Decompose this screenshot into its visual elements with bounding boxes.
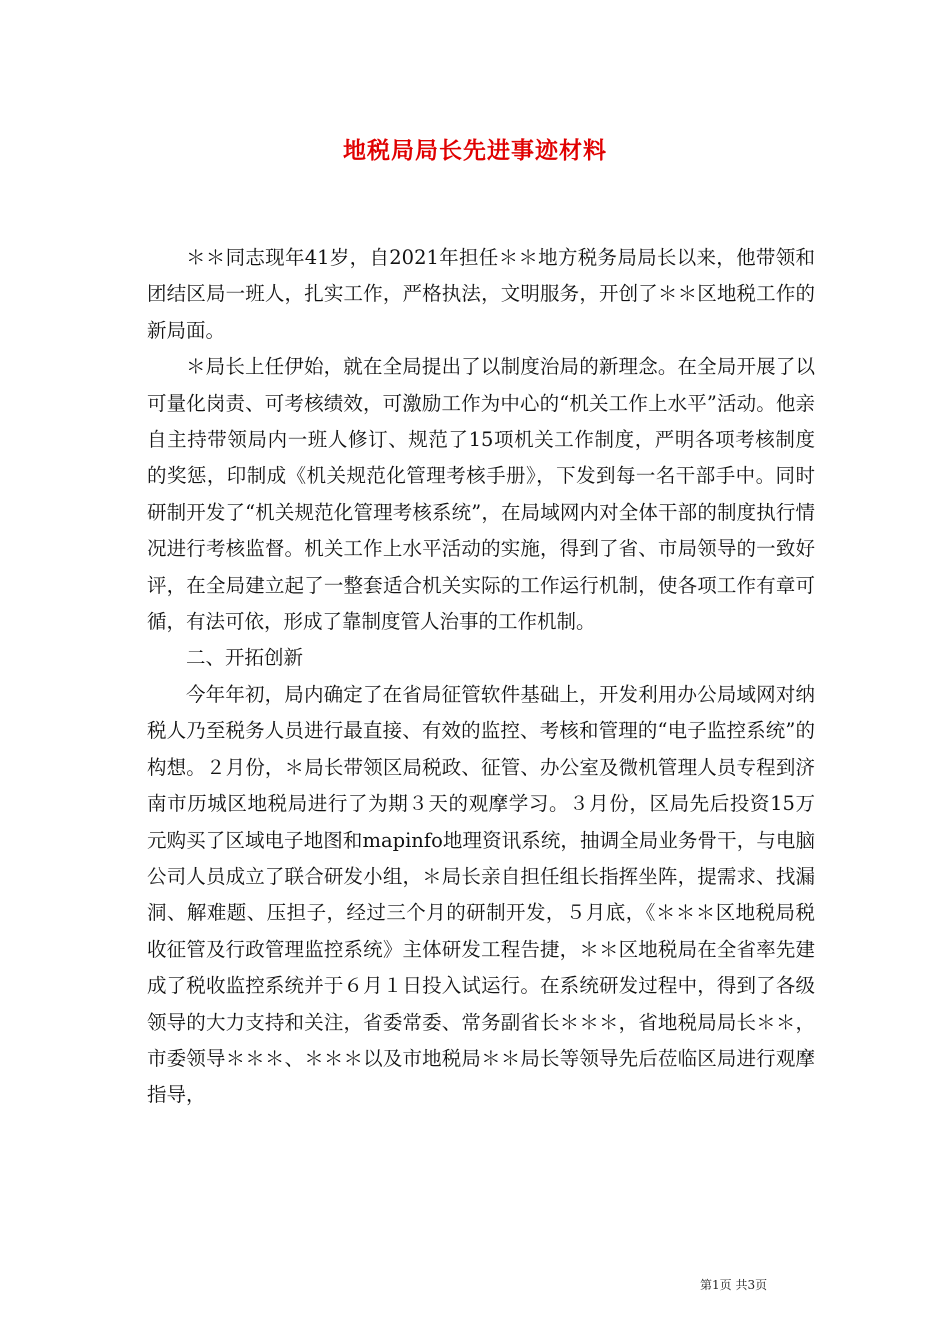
paragraph-system-building: ＊局长上任伊始，就在全局提出了以制度治局的新理念。在全局开展了以可量化岗责、可考核绩效，可激励工作为中心的“机关工作上水平”活动。他亲自主持带领局内一班人修订、规范了15项机关工作制度，严明各项考核制度的奖惩，印制成《机关规范化管理考核手册》，下发到每一名干部手中。同时研制开发了“机关规范化管理考核系统”，在局域网内对全体干部的制度执行情况进行考核监督。机关工作上水平活动的实施，得到了省、市局领导的一致好评，在全局建立起了一整套适合机关实际的工作运行机制，使各项工作有章可循，有法可依，形成了靠制度管人治事的工作机制。 — [147, 355, 815, 634]
document-body — [147, 240, 815, 1114]
document-title: 地税局局长先进事迹材料 — [343, 137, 607, 164]
page-number-footer: 第1页 共3页 — [700, 1278, 768, 1292]
paragraph-monitoring-system: 今年年初，局内确定了在省局征管软件基础上，开发利用办公局域网对纳税人乃至税务人员进行最直接、有效的监控、考核和管理的“电子监控系统”的构想。２月份，＊局长带领区局税政、征管、办公室及微机管理人员专程到济南市历城区地税局进行了为期３天的观摩学习。３月份，区局先后投资15万元购买了区域电子地图和mapinfo地理资讯系统，抽调全局业务骨干，与电脑公司人员成立了联合研发小组，＊局长亲自担任组长指挥坐阵，提需求、找漏洞、解难题、压担子，经过三个月的研制开发，５月底，《＊＊＊区地税局税收征管及行政管理监控系统》主体研发工程告捷，＊＊区地税局在全省率先建成了税收监控系统并于６月１日投入试运行。在系统研发过程中，得到了各级领导的大力支持和关注，省委常委、常务副省长＊＊＊，省地税局局长＊＊，市委领导＊＊＊、＊＊＊以及市地税局＊＊局长等领导先后莅临区局进行观摩指导， — [147, 682, 815, 1107]
paragraph-intro: ＊＊同志现年41岁，自2021年担任＊＊地方税务局局长以来，他带领和团结区局一班人，扎实工作，严格执法，文明服务，开创了＊＊区地税工作的新局面。 — [147, 246, 815, 342]
section-heading-innovation: 二、开拓创新 — [186, 646, 304, 670]
